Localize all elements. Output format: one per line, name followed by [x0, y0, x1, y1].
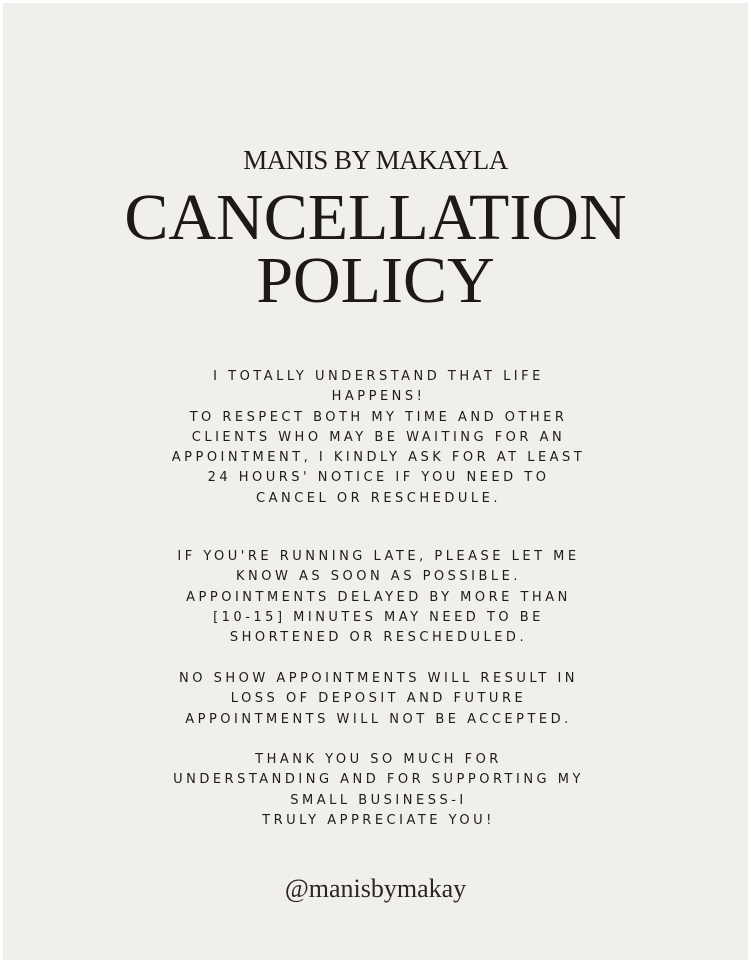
text-line: APPOINTMENTS DELAYED BY MORE THAN	[186, 589, 571, 605]
text-line: I TOTALLY UNDERSTAND THAT LIFE	[213, 369, 544, 384]
title-line: CANCELLATION	[124, 181, 627, 254]
text-line: HAPPENS!	[331, 389, 426, 405]
policy-paragraph-thank-you	[98, 750, 659, 831]
policy-paragraph-running-late	[98, 547, 659, 648]
text-line: SMALL BUSINESS-I	[290, 792, 467, 808]
text-line: THANK YOU SO MUCH FOR	[255, 752, 502, 767]
text-line: UNDERSTANDING AND FOR SUPPORTING MY	[173, 772, 584, 788]
text-line: CLIENTS WHO MAY BE WAITING FOR AN	[191, 429, 566, 445]
text-line: CANCEL OR RESCHEDULE.	[256, 490, 501, 506]
text-line: LOSS OF DEPOSIT AND FUTURE	[230, 691, 527, 707]
page-title	[3, 181, 748, 317]
title-line: POLICY	[256, 244, 495, 317]
text-line: KNOW AS SOON AS POSSIBLE.	[235, 569, 521, 585]
text-line: 24 HOURS' NOTICE IF YOU NEED TO	[207, 470, 550, 486]
text-line: TO RESPECT BOTH MY TIME AND OTHER	[189, 409, 568, 425]
policy-paragraph-life-happens	[98, 367, 659, 509]
text-line: [10-15] MINUTES MAY NEED TO BE	[213, 609, 544, 625]
text-line: NO SHOW APPOINTMENTS WILL RESULT IN	[178, 671, 579, 686]
text-line: APPOINTMENT, I KINDLY ASK FOR AT LEAST	[171, 450, 586, 466]
text-line: APPOINTMENTS WILL NOT BE ACCEPTED.	[185, 711, 572, 727]
text-line: IF YOU'RE RUNNING LATE, PLEASE LET ME	[177, 549, 580, 564]
policy-paragraph-no-show	[98, 669, 659, 730]
policy-card	[3, 3, 748, 960]
text-line: SHORTENED OR RESCHEDULED.	[229, 630, 528, 646]
text-line: TRULY APPRECIATE YOU!	[262, 812, 495, 828]
social-handle: @manisbymakay	[284, 874, 467, 903]
brand-name: MANIS BY MAKAYLA	[243, 145, 508, 175]
